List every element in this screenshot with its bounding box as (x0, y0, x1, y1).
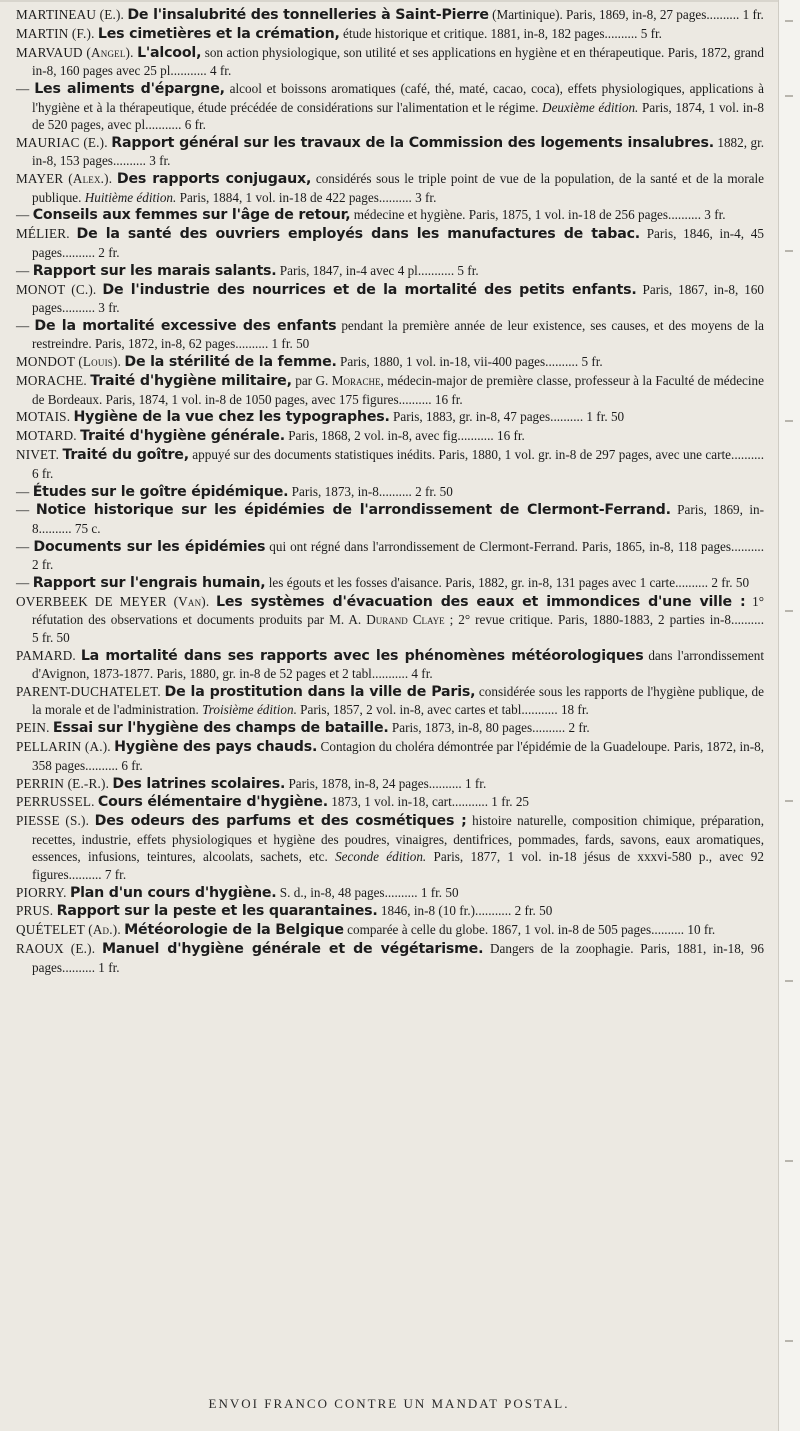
entry-title: Météorologie de la Belgique (124, 922, 344, 939)
leader-dots: .......... (62, 300, 99, 315)
entry-price: 3 fr. (149, 153, 171, 169)
entry-author: MONOT (C.). (16, 281, 97, 297)
leader-dots: .......... (112, 153, 150, 169)
leader-dots: .......... (545, 354, 582, 370)
catalog-entry (16, 683, 764, 719)
entry-description-cont: Paris, 1874, 1 vol. in-8 de 520 pages, avec pl. (32, 99, 764, 132)
entry-price: 2 fr. 50 (514, 903, 553, 919)
entry-title: Des rapports conjugaux, (116, 171, 312, 188)
leader-dots: .......... (421, 262, 458, 278)
entry-author: — (16, 502, 30, 518)
catalog-entry (16, 446, 764, 482)
entry-author: NIVET. (16, 447, 60, 463)
entry-price: 1 fr. 50 (271, 336, 310, 352)
catalog-entry (16, 574, 764, 592)
entry-title: Cours élémentaire d'hygiène. (97, 794, 328, 811)
entry-price: 16 fr. (496, 428, 525, 444)
entry-price: 3 fr. (415, 189, 437, 205)
entry-title: Conseils aux femmes sur l'âge de retour, (32, 207, 351, 224)
leader-dots: .......... (378, 483, 416, 499)
leader-dots: .......... (668, 207, 705, 223)
entry-price: 2 fr. (98, 244, 120, 260)
entry-description: médecine et hygiène. Paris, 1875, 1 vol. in-18 de 256 pages (350, 207, 669, 223)
catalog-entry (16, 427, 764, 445)
leader-dots: .......... (731, 447, 764, 463)
entry-title: Rapport sur les marais salants. (32, 262, 277, 279)
page-top-edge (0, 0, 778, 2)
entry-author: OVERBEEK DE MEYER (Van). (16, 594, 210, 609)
leader-dots: .......... (706, 7, 743, 22)
entry-description: par G. (291, 373, 332, 389)
leader-dots: .......... (38, 520, 75, 536)
entry-title: Rapport sur la peste et les quarantaines. (56, 903, 378, 920)
leader-dots: .......... (604, 25, 641, 41)
leader-dots: .......... (148, 116, 185, 132)
entry-description-cont: Paris, 1877, 1 vol. in-18 jésus de xxxvi-580 p., avec 92 figures (32, 849, 764, 882)
catalog-entry (16, 884, 764, 902)
entry-price: 6 fr. (184, 116, 206, 132)
entry-edition: Huitième édition. (84, 189, 177, 205)
entry-title: Études sur le goître épidémique. (32, 483, 289, 500)
catalog-entry (16, 738, 764, 774)
entry-description-cont: Paris, 1884, 1 vol. in-18 de 422 pages (176, 189, 379, 205)
entry-price: 2 fr. 50 (415, 483, 453, 499)
leader-dots: .......... (62, 244, 99, 260)
entry-description-cont: Paris, 1857, 2 vol. in-8, avec cartes et tabl. (296, 702, 525, 718)
entry-description: 1846, in-8 (10 fr.). (377, 903, 479, 919)
entry-author: PIORRY. (16, 884, 67, 900)
entry-description: qui ont régné dans l'arrondissement de Clermont-Ferrand. Paris, 1865, in-8, 118 pages (265, 538, 732, 554)
leader-dots: .......... (235, 336, 272, 352)
catalog-entry (16, 353, 764, 371)
catalog-entry (16, 793, 764, 811)
entry-title: Manuel d'hygiène générale et de végétarisme. (101, 941, 484, 958)
entry-description: pendant la première année de leur existence, ses causes, et des moyens de la restreindre. Paris, 1872, in-8, 62 pages (32, 317, 765, 352)
leader-dots: .......... (85, 757, 122, 773)
entry-price: 4 fr. (411, 666, 433, 682)
leader-dots: .......... (731, 538, 765, 554)
leader-dots: .......... (62, 959, 99, 975)
entry-description: considérés sous le triple point de vue de la population, de la santé et de la morale publique. (32, 171, 765, 205)
leader-dots: .......... (651, 922, 688, 938)
entry-title: Les systèmes d'évacuation des eaux et immondices d'une ville : (216, 594, 746, 610)
catalog-list (16, 6, 764, 977)
entry-title: Des odeurs des parfums et des cosmétiques ; (94, 813, 467, 830)
entry-price: 6 fr. (121, 757, 143, 773)
entry-title: L'alcool, (137, 44, 202, 61)
entry-description-cont: , médecin-major de première classe, professeur à la Faculté de médecine de Bordeaux. Paris, 1874, 1 vol. in-8 de 1050 pages, avec 175 figures (32, 373, 765, 407)
leader-dots: .......... (532, 720, 569, 736)
entry-title: Documents sur les épidémies (33, 538, 266, 555)
leader-dots: .......... (675, 575, 712, 591)
leader-dots: .......... (460, 428, 497, 444)
catalog-entry (16, 593, 764, 646)
entry-description: étude historique et critique. 1881, in-8, 182 pages (339, 25, 605, 41)
entry-description: S. d., in-8, 48 pages (276, 884, 385, 900)
catalog-entry (16, 902, 764, 920)
entry-title: De l'industrie des nourrices et de la mortalité des petits enfants. (102, 281, 637, 298)
leader-dots: .......... (384, 884, 421, 900)
entry-author: — (16, 207, 30, 223)
catalog-entry (16, 775, 764, 793)
entry-description: histoire naturelle, composition chimique, préparation, recettes, industrie, effets physiologiques et hygiène des poudres, vinaigres, dentifrices, pommades, fards, savons, eaux aromatiques, essences, infusions, teintures, alcoolats, sachets, etc. (32, 813, 764, 865)
entry-title: Notice historique sur les épidémies de l'arrondissement de Clermont-Ferrand. (35, 502, 671, 519)
entry-price: 3 fr. (98, 300, 120, 315)
entry-title: De la stérilité de la femme. (124, 354, 337, 371)
entry-price: 75 c. (74, 520, 101, 536)
entry-description: Paris, 1847, in-4 avec 4 pl. (276, 262, 422, 278)
leader-dots: .......... (428, 775, 466, 791)
entry-author: — (16, 317, 30, 333)
leader-dots: .......... (524, 702, 561, 718)
entry-title: Les cimetières et la crémation, (97, 25, 340, 42)
catalog-entry (16, 206, 764, 224)
catalog-entry (16, 719, 764, 737)
entry-author: PERRIN (E.-R.). (16, 775, 110, 791)
entry-description: Paris, 1846, in-4, 45 pages (32, 226, 764, 260)
entry-author: PEIN. (16, 720, 50, 736)
entry-description: considérée sous les rapports de l'hygiène publique, de la morale et de l'administration. (32, 684, 764, 718)
entry-description: appuyé sur des documents statistiques inédits. Paris, 1880, 1 vol. gr. in-8 de 297 pages, avec une carte (188, 447, 732, 463)
entry-description: Paris, 1869, in-8 (32, 502, 764, 536)
entry-description: son action physiologique, son utilité et ses applications en hygiène et en thérapeutique. Paris, 1872, grand in-8, 160 pages avec 25 pl. (32, 44, 764, 79)
entry-author: — (16, 81, 30, 97)
entry-author: PERRUSSEL. (16, 794, 95, 810)
entry-title: De l'insalubrité des tonnelleries à Saint-Pierre (127, 7, 489, 23)
entry-price: 16 fr. (434, 391, 463, 407)
entry-description: Paris, 1880, 1 vol. in-18, vii-400 pages (336, 354, 546, 370)
entry-description: Contagion du choléra démontrée par l'épidémie de la Guadeloupe. Paris, 1872, in-8, 358 pages (32, 739, 765, 773)
entry-price: 1 fr. 50 (420, 884, 459, 900)
catalog-entry (16, 225, 764, 261)
entry-title: Rapport sur l'engrais humain, (32, 575, 266, 592)
entry-title: Plan d'un cours d'hygiène. (69, 884, 277, 901)
entry-description: les égouts et les fosses d'aisance. Paris, 1882, gr. in-8, 131 pages avec 1 carte (265, 575, 676, 591)
entry-price: 5 fr. 50 (32, 629, 70, 645)
entry-author: — (16, 483, 30, 499)
leader-dots: .......... (375, 666, 412, 682)
entry-name-smallcaps: Durand Claye (366, 612, 445, 628)
entry-price: 1 fr. 50 (586, 409, 625, 425)
catalog-entry (16, 281, 764, 317)
catalog-entry (16, 483, 764, 501)
entry-author: RAOUX (E.). (16, 941, 96, 957)
entry-price: 1 fr. (98, 959, 120, 975)
entry-description: Paris, 1873, in-8 (288, 483, 379, 499)
entry-price: 7 fr. (104, 866, 127, 882)
entry-author: MARTIN (F.). (16, 25, 95, 41)
entry-edition: Seconde édition. (335, 849, 427, 865)
entry-author: — (16, 262, 30, 278)
catalog-entry (16, 134, 764, 170)
entry-description: comparée à celle du globe. 1867, 1 vol. in-8 de 505 pages (343, 922, 652, 938)
leader-dots: .......... (378, 189, 416, 205)
entry-author: MARTINEAU (E.). (16, 7, 125, 22)
page-footer: ENVOI FRANCO CONTRE UN MANDAT POSTAL. (208, 1396, 570, 1411)
entry-description: Paris, 1868, 2 vol. in-8, avec fig. (284, 428, 461, 444)
entry-title: De la santé des ouvriers employés dans les manufactures de tabac. (76, 226, 640, 243)
entry-title: De la prostitution dans la ville de Paris, (164, 684, 476, 701)
entry-description: Paris, 1873, in-8, 80 pages (388, 720, 533, 736)
entry-title: Rapport général sur les travaux de la Commission des logements insalubres. (111, 134, 714, 151)
leader-dots: .......... (68, 866, 105, 882)
entry-author: MAYER (Alex.). (16, 171, 113, 187)
entry-description: Paris, 1867, in-8, 160 pages (32, 281, 764, 315)
entry-title: Traité d'hygiène générale. (80, 428, 285, 445)
entry-price: 1 fr. (742, 7, 764, 22)
entry-title: Hygiène des pays chauds. (114, 739, 318, 756)
entry-price: 3 fr. (704, 207, 726, 223)
entry-description: alcool et boissons aromatiques (café, thé, maté, cacao, coca), effets physiologiques, applications à l'hygiène et à la thérapeutique, étude précédée de considérations sur l'alimentation et le régime. (32, 81, 764, 115)
entry-author: — (16, 575, 30, 591)
entry-author: PAMARD. (16, 647, 76, 663)
entry-name-smallcaps: Morache (331, 373, 381, 389)
entry-author: MONDOT (Louis). (16, 354, 122, 370)
catalog-entry (16, 80, 764, 133)
catalog-entry (16, 317, 764, 353)
entry-author: MORACHE. (16, 373, 87, 389)
entry-price: 5 fr. (457, 262, 479, 278)
catalog-entry (16, 940, 764, 976)
catalog-entry (16, 44, 764, 80)
entry-price: 18 fr. (560, 702, 589, 718)
entry-price: 1 fr. 25 (491, 794, 530, 810)
entry-author: MÉLIER. (16, 226, 70, 242)
entry-author: MAURIAC (E.). (16, 134, 108, 150)
entry-author: PARENT-DUCHATELET. (16, 684, 161, 700)
entry-title: Essai sur l'hygiène des champs de bataille. (52, 720, 389, 737)
entry-author: PIESSE (S.). (16, 813, 90, 829)
entry-author: QUÉTELET (Ad.). (16, 922, 121, 938)
entry-price: 2 fr. (568, 720, 590, 736)
entry-author: PELLARIN (A.). (16, 739, 111, 755)
entry-description: (Martinique). Paris, 1869, in-8, 27 pages (488, 7, 707, 22)
entry-title: Traité du goître, (62, 447, 189, 464)
catalog-entry (16, 501, 764, 537)
entry-title: La mortalité dans ses rapports avec les phénomènes météorologiques (80, 647, 644, 664)
entry-price: 5 fr. (581, 354, 603, 370)
catalog-entry (16, 25, 764, 43)
entry-author: — (16, 538, 30, 554)
catalog-entry (16, 372, 764, 408)
entry-price: 5 fr. (640, 25, 662, 41)
entry-description: 1882, gr. in-8, 153 pages (32, 134, 765, 169)
entry-description: dans l'arrondissement d'Avignon, 1873-1877. Paris, 1880, gr. in-8 de 52 pages et 2 tabl. (32, 647, 765, 682)
entry-price: 6 fr. (32, 465, 54, 481)
entry-price: 2 fr. 50 (711, 575, 750, 591)
catalog-entry (16, 170, 764, 206)
catalog-entry (16, 408, 764, 426)
entry-description: Dangers de la zoophagie. Paris, 1881, in-18, 96 pages (32, 941, 764, 975)
leader-dots: .......... (478, 903, 515, 919)
catalog-entry (16, 262, 764, 280)
catalog-entry (16, 647, 764, 683)
catalog-entry (16, 6, 764, 24)
entry-title: Des latrines scolaires. (112, 775, 286, 792)
entry-title: Traité d'hygiène militaire, (90, 373, 292, 390)
leader-dots: .......... (455, 794, 492, 810)
leader-dots: .......... (731, 612, 764, 628)
catalog-entry (16, 921, 764, 939)
catalog-entry (16, 812, 764, 883)
entry-edition: Deuxième édition. (542, 99, 639, 115)
entry-description: Paris, 1878, in-8, 24 pages (285, 775, 429, 791)
adjacent-page-edge (778, 0, 800, 1431)
entry-title: Les aliments d'épargne, (34, 81, 225, 98)
entry-author: MOTARD. (16, 428, 77, 444)
entry-price: 2 fr. (32, 557, 54, 573)
entry-title: De la mortalité excessive des enfants (34, 317, 337, 334)
entry-price: 10 fr. (687, 922, 716, 938)
entry-author: MARVAUD (Angel). (16, 44, 134, 60)
entry-price: 4 fr. (210, 63, 232, 79)
entry-author: PRUS. (16, 903, 54, 919)
leader-dots: .......... (550, 409, 587, 425)
entry-description-cont: ; 2° revue critique. Paris, 1880-1883, 2 parties in-8 (444, 612, 732, 628)
leader-dots: .......... (398, 391, 435, 407)
entry-price: 1 fr. (465, 775, 487, 791)
entry-description: 1873, 1 vol. in-18, cart. (327, 794, 456, 810)
entry-edition: Troisième édition. (202, 702, 297, 718)
entry-author: MOTAIS. (16, 409, 71, 425)
entry-title: Hygiène de la vue chez les typographes. (73, 409, 390, 426)
entry-description: 1° réfutation des observations et documents produits par M. A. (32, 594, 764, 628)
entry-description: Paris, 1883, gr. in-8, 47 pages (389, 409, 551, 425)
catalog-entry (16, 538, 764, 574)
leader-dots: .......... (173, 63, 210, 79)
